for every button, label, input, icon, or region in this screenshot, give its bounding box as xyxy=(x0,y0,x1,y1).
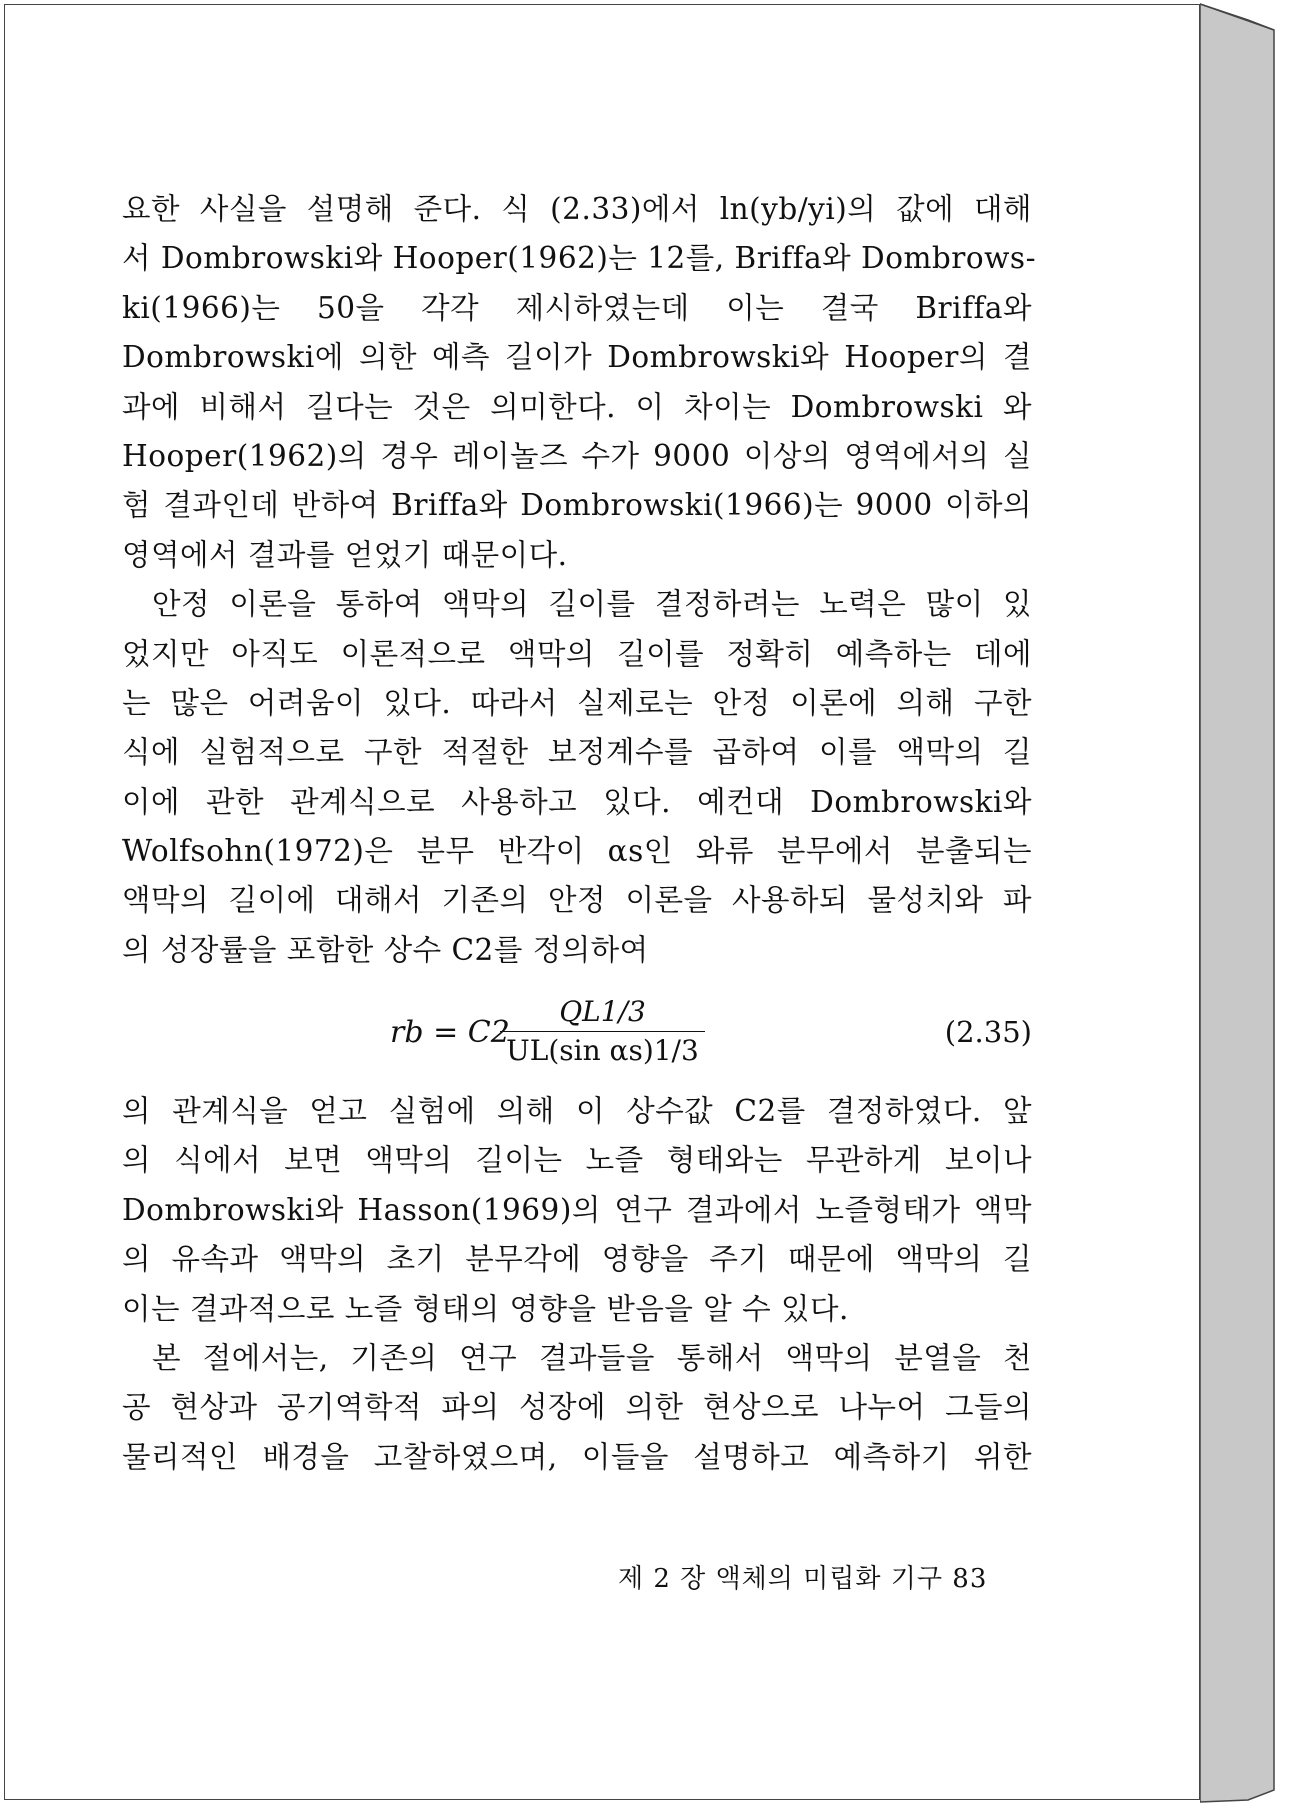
text-line: 이에 관한 관계식으로 사용하고 있다. 예컨대 Dombrowski와 xyxy=(122,784,1032,819)
text-line: Dombrowski와 Hasson(1969)의 연구 결과에서 노즐형태가 액막 xyxy=(122,1192,1032,1227)
text-line: 물리적인 배경을 고찰하였으며, 이들을 설명하고 예측하기 위한 xyxy=(122,1439,1032,1474)
body-text xyxy=(122,185,1037,975)
text-line: 이는 결과적으로 노즐 형태의 영향을 받음을 알 수 있다. xyxy=(122,1291,849,1326)
text-line: 본 절에서는, 기존의 연구 결과들을 통해서 액막의 분열을 천 xyxy=(152,1340,1032,1375)
text-line: 요한 사실을 설명해 준다. 식 (2.33)에서 ln(yb/yi)의 값에 대해 xyxy=(122,192,1032,226)
equation-label: (2.35) xyxy=(944,1015,1032,1049)
text-line: 식에 실험적으로 구한 적절한 보정계수를 곱하여 이를 액막의 길 xyxy=(122,735,1032,770)
equation-lhs: rb = C2 xyxy=(390,1015,510,1050)
text-line: 는 많은 어려움이 있다. 따라서 실제로는 안정 이론에 의해 구한 xyxy=(122,685,1032,720)
equation-2-35 xyxy=(122,995,1032,1075)
text-line: 과에 비해서 길다는 것은 의미한다. 이 차이는 Dombrowski 와 xyxy=(122,389,1032,424)
text-line: 공 현상과 공기역학적 파의 성장에 의한 현상으로 나누어 그들의 xyxy=(122,1390,1032,1425)
text-line: Hooper(1962)의 경우 레이놀즈 수가 9000 이상의 영역에서의 실 xyxy=(122,438,1032,473)
text-line: 서 Dombrowski와 Hooper(1962)는 12를, Briffa와 Dombrows- xyxy=(122,241,1037,276)
text-line: 액막의 길이에 대해서 기존의 안정 이론을 사용하되 물성치와 파 xyxy=(122,883,1032,918)
text-line: 험 결과인데 반하여 Briffa와 Dombrowski(1966)는 9000 이하의 xyxy=(122,488,1032,523)
text-line: 의 관계식을 얻고 실험에 의해 이 상수값 C2를 결정하였다. 앞 xyxy=(122,1094,1032,1128)
body-text-continued xyxy=(122,1087,1032,1482)
fraction-bar xyxy=(500,1031,705,1032)
text-line: 었지만 아직도 이론적으로 액막의 길이를 정확히 예측하는 데에 xyxy=(122,636,1032,671)
text-line: 영역에서 결과를 얻었기 때문이다. xyxy=(122,537,568,572)
text-line: 안정 이론을 통하여 액막의 길이를 결정하려는 노력은 많이 있 xyxy=(152,587,1032,622)
page-edge-3d xyxy=(1200,0,1290,1806)
equation-denominator: UL(sin αs)1/3 xyxy=(506,1034,699,1067)
equation-fraction xyxy=(500,995,705,1067)
page-footer: 제 2 장 액체의 미립화 기구 83 xyxy=(618,1564,988,1594)
text-line: 의 식에서 보면 액막의 길이는 노즐 형태와는 무관하게 보이나 xyxy=(122,1143,1032,1178)
text-line: 의 유속과 액막의 초기 분무각에 영향을 주기 때문에 액막의 길 xyxy=(122,1242,1032,1277)
text-line: Dombrowski에 의한 예측 길이가 Dombrowski와 Hooper의 결 xyxy=(122,340,1032,375)
text-line: 의 성장률을 포함한 상수 C2를 정의하여 xyxy=(122,932,649,967)
text-line: Wolfsohn(1972)은 분무 반각이 αs인 와류 분무에서 분출되는 xyxy=(122,834,1032,869)
text-line: ki(1966)는 50을 각각 제시하였는데 이는 결국 Briffa와 xyxy=(122,290,1032,325)
equation-numerator: QL1/3 xyxy=(559,995,646,1028)
